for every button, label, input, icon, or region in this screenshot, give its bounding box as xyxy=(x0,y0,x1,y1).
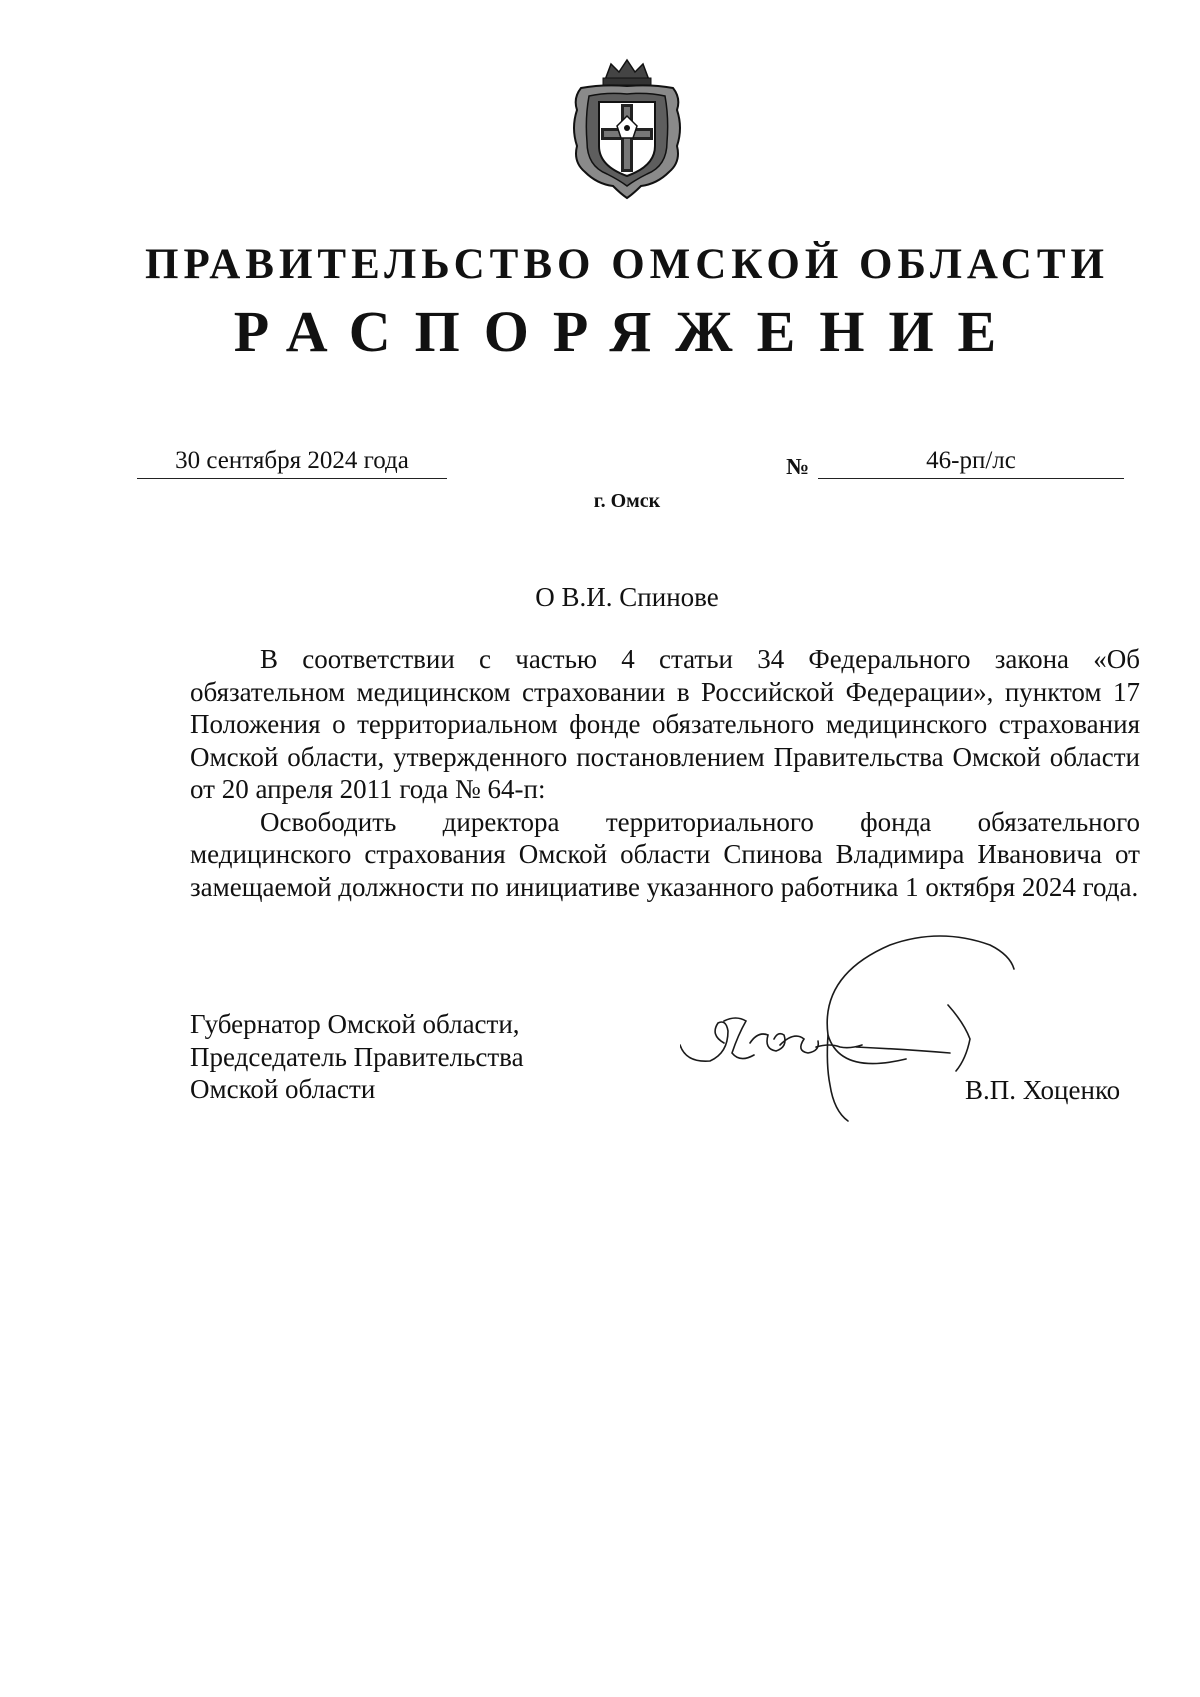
body-paragraph-basis: В соответствии с частью 4 статьи 34 Федерального закона «Об обязательном медицинском страховании в Российской Федерации», пунктом 17 Положения о территориальном фонде обязательного медицинского страхования Омской области, утвержденного постановлением Правительства Омской области от 20 апреля 2011 года № 64-п: xyxy=(190,644,1140,804)
document-city: г. Омск xyxy=(593,490,661,512)
signatory-title xyxy=(190,1008,610,1106)
document-type-title: РАСПОРЯЖЕНИЕ xyxy=(233,299,1021,364)
number-sign: № xyxy=(786,454,810,479)
organization-title: ПРАВИТЕЛЬСТВО ОМСКОЙ ОБЛАСТИ xyxy=(145,241,1109,288)
handwritten-signature xyxy=(680,935,1100,1145)
signatory-title-line: Омской области xyxy=(190,1074,376,1104)
document-number: 46-рп/лс xyxy=(818,446,1124,479)
signatory-title-line: Губернатор Омской области, xyxy=(190,1009,520,1039)
document-body xyxy=(190,643,1140,903)
document-subject: О В.И. Спинове xyxy=(535,582,719,612)
coat-of-arms-emblem xyxy=(567,58,687,200)
signatory-title-line: Председатель Правительства xyxy=(190,1041,524,1072)
signatory-name: В.П. Хоценко xyxy=(965,1075,1121,1105)
body-paragraph-order: Освободить директора территориального фонда обязательного медицинского страхования Омской области Спинова Владимира Ивановича от замещаемой должности по инициативе указанного работника 1 октября 2024 года. xyxy=(190,806,1140,902)
document-date: 30 сентября 2024 года xyxy=(137,446,447,479)
